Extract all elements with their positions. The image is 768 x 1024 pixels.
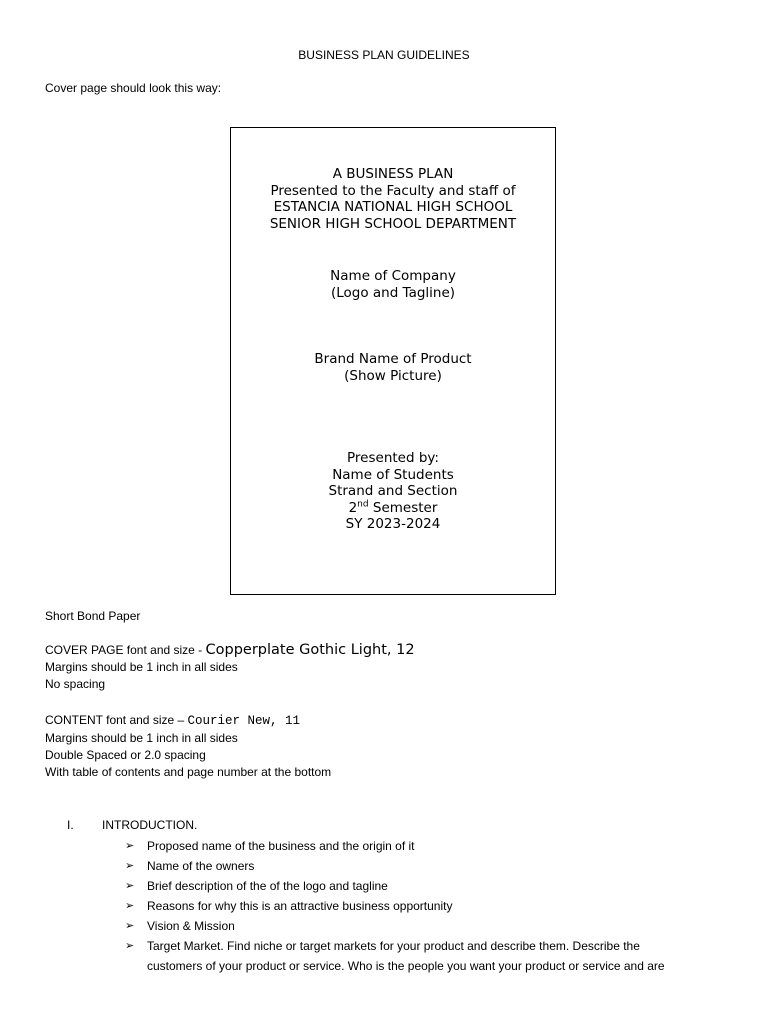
cover-logo-tagline: (Logo and Tagline) <box>330 284 456 301</box>
introduction-bullet-list <box>125 836 725 976</box>
cover-spacing: No spacing <box>45 677 106 691</box>
list-item-text: Proposed name of the business and the origin of it <box>147 839 415 853</box>
cover-font-value: Copperplate Gothic Light, 12 <box>205 642 415 658</box>
list-item-text: Reasons for why this is an attractive business opportunity <box>147 899 453 913</box>
list-item <box>125 936 725 976</box>
cover-line-presented-to: Presented to the Faculty and staff of <box>270 182 516 199</box>
content-margins: Margins should be 1 inch in all sides <box>45 731 238 745</box>
cover-format-spec <box>45 642 415 693</box>
document-title: BUSINESS PLAN GUIDELINES <box>298 48 470 62</box>
cover-company-block <box>231 268 555 301</box>
cover-line-school: ESTANCIA NATIONAL HIGH SCHOOL <box>273 199 513 216</box>
content-font-value: Courier New, 11 <box>187 714 301 728</box>
cover-line-department: SENIOR HIGH SCHOOL DEPARTMENT <box>269 215 517 232</box>
cover-brand-name: Brand Name of Product <box>314 351 472 367</box>
semester-ordinal: nd <box>357 499 369 510</box>
section-number: I. <box>67 818 74 832</box>
list-item-text: Brief description of the of the logo and tagline <box>147 879 388 893</box>
section-title: INTRODUCTION. <box>102 818 198 832</box>
cover-font-line <box>45 642 415 659</box>
list-item <box>125 916 725 936</box>
cover-strand-section: Strand and Section <box>328 483 458 500</box>
cover-student-names: Name of Students <box>332 466 454 483</box>
cover-font-label: COVER PAGE font and size - <box>45 643 206 657</box>
arrow-bullet-icon: ➢ <box>125 939 135 952</box>
paper-type: Short Bond Paper <box>45 609 141 623</box>
list-item-text: Target Market. Find niche or target markets for your product and describe them. Describe the <box>147 939 640 953</box>
list-item-text: Vision & Mission <box>147 919 235 933</box>
cover-show-picture: (Show Picture) <box>344 367 442 384</box>
semester-word: Semester <box>368 499 438 516</box>
cover-presented-by: Presented by: <box>347 450 439 466</box>
list-item <box>125 896 725 916</box>
content-spacing: Double Spaced or 2.0 spacing <box>45 748 206 762</box>
section-heading-introduction <box>67 817 197 833</box>
cover-margins: Margins should be 1 inch in all sides <box>45 660 238 674</box>
arrow-bullet-icon: ➢ <box>125 919 135 932</box>
arrow-bullet-icon: ➢ <box>125 859 135 872</box>
semester-number: 2 <box>348 499 358 516</box>
content-toc-note: With table of contents and page number at the bottom <box>45 765 332 779</box>
cover-presenters-block <box>231 450 555 533</box>
content-font-label: CONTENT font and size – <box>45 713 188 727</box>
content-format-spec <box>45 712 331 781</box>
cover-school-year: SY 2023-2024 <box>345 516 441 533</box>
list-item-text-continued: customers of your product or service. Who is the people you want your product or service and are <box>147 959 665 973</box>
cover-header-block <box>231 166 555 232</box>
cover-page-sample-box <box>230 127 556 595</box>
arrow-bullet-icon: ➢ <box>125 879 135 892</box>
arrow-bullet-icon: ➢ <box>125 839 135 852</box>
cover-intro-text: Cover page should look this way: <box>45 81 222 95</box>
list-item <box>125 876 725 896</box>
paper-spec <box>45 608 140 625</box>
cover-company-name: Name of Company <box>330 268 456 284</box>
arrow-bullet-icon: ➢ <box>125 899 135 912</box>
content-font-line <box>45 712 331 730</box>
cover-semester <box>231 500 555 517</box>
list-item <box>125 856 725 876</box>
cover-line-business-plan: A BUSINESS PLAN <box>332 166 454 182</box>
cover-product-block <box>231 351 555 384</box>
list-item-text: Name of the owners <box>147 859 255 873</box>
list-item <box>125 836 725 856</box>
